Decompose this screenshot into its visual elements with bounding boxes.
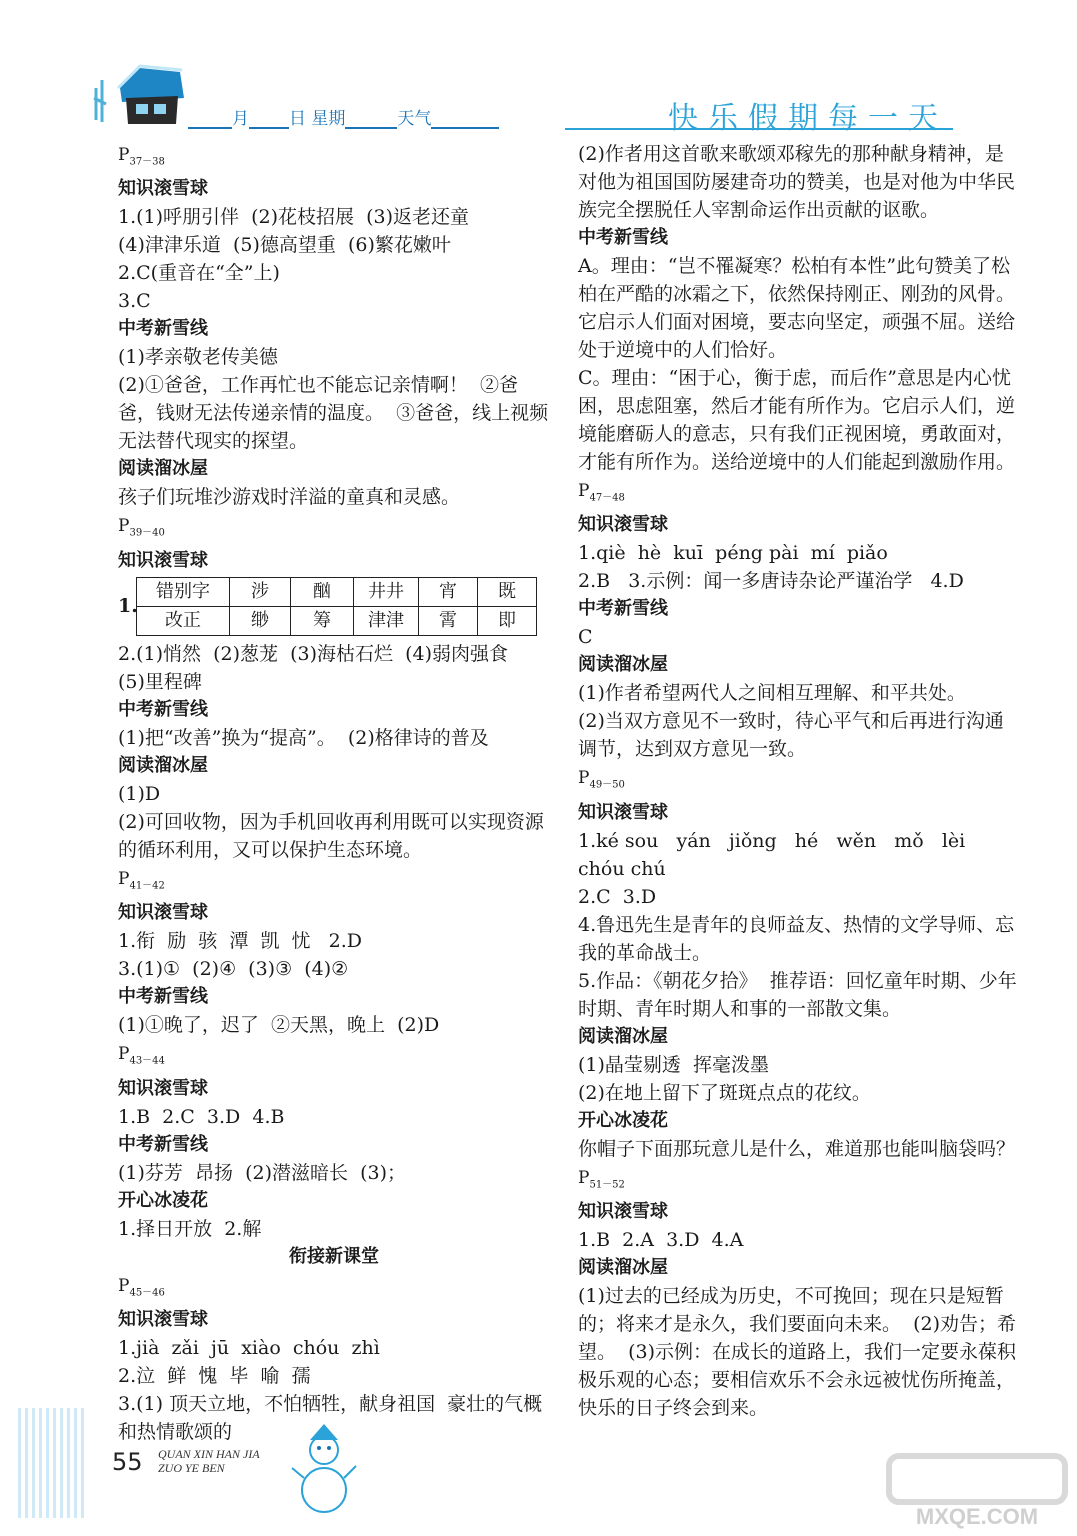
section-heading: 中考新雪线 [578, 227, 668, 248]
page-range-label: $P_{41-42}$ [118, 868, 165, 892]
header-slogan: 快乐假期每一天 [668, 101, 948, 136]
answer-text: 5.作品：《朝花夕拾》 推荐语：回忆童年时期、少年时期、青年时期人和事的一部散文集。 [578, 969, 1017, 1020]
page-range-label: $P_{45-46}$ [118, 1275, 165, 1298]
page-number: 55 [112, 1448, 143, 1476]
section-heading: 中考新雪线 [118, 1133, 208, 1155]
section-heading: 知识滚雪球 [118, 549, 208, 571]
answer-text: (2)作者用这首歌来歌颂邓稼先的那种献身精神，是对他为祖国国防屡建奇功的赞美，也是对他为中华民族完全摆脱任人宰割命运作出贡献的讴歌。 [578, 143, 1016, 221]
answer-text: 2.C(重音在“全”上) [118, 262, 280, 285]
page-range-label: $P_{37-38}$ [118, 145, 165, 168]
answer-text: 你帽子下面那玩意儿是什么，难道那也能叫脑袋吗？ [578, 1137, 1016, 1160]
snowman-icon [290, 1420, 360, 1520]
chapter-heading: 衔接新课堂 [289, 1245, 379, 1267]
answer-text: 1.(1)呼朋引伴 (2)花枝招展 (3)返老还童 [118, 206, 470, 229]
answer-text: (1)作者希望两代人之间相互理解、和平共处。 [578, 682, 966, 705]
date-line: 月 日 星期 天气 [188, 104, 499, 129]
table-cell: 既 [478, 577, 537, 606]
answer-text: 3.(1) 顶天立地，不怕牺牲，献身祖国 豪壮的气概和热情歌颂的 [118, 1392, 543, 1443]
table-cell: 涉 [230, 577, 291, 606]
answer-text: 3.(1)① (2)④ (3)③ (4)② [118, 958, 349, 981]
page-range-label: $P_{43-44}$ [118, 1044, 165, 1067]
answer-text: C。理由：“困于心，衡于虑，而后作”意思是内心忧困，思虑阻塞，然后才能有所作为。它启示人们，逆境能磨砺人的意志，只有我们正视困境，勇敢面对，才能有所作为。送给逆境中的人们能起到激励作用。 [578, 367, 1016, 473]
answer-text: (1)晶莹剔透 挥毫泼墨 [578, 1053, 769, 1076]
header-rule [565, 128, 953, 130]
page-range-label: $P_{39-40}$ [118, 516, 165, 539]
answer-text: 1.ké sou yán jiǒng hé wěn mǒ lèi [578, 829, 966, 852]
answer-text: 3.C [118, 290, 151, 313]
answer-text: (1)过去的已经成为历史，不可挽回；现在只是短暂的；将来才是永久，我们要面向未来。 (2)劝告；希望。 (3)示例：在成长的道路上，我们一定要永葆积极乐观的心态；要相信欢乐不会永远被忧伤所掩盖，快乐的日子终会到来。 [578, 1285, 1016, 1420]
answer-text: 孩子们玩堆沙游戏时洋溢的童真和灵感。 [118, 486, 461, 509]
answer-text: (2)可回收物，因为手机回收再利用既可以实现资源的循环利用，又可以保护生态环境。 [118, 810, 544, 861]
table-cell: 筹 [291, 606, 354, 635]
answer-text: 4.鲁迅先生是青年的良师益友、热情的文学导师、忘我的革命战士。 [578, 913, 1015, 964]
section-heading: 知识滚雪球 [578, 801, 668, 823]
section-heading: 中考新雪线 [118, 986, 208, 1008]
page-range-label: $P_{51-52}$ [578, 1167, 625, 1191]
table-cell: 即 [478, 606, 537, 635]
table-cell: 改正 [137, 606, 230, 635]
answer-text: 2.泣 鲜 愧 毕 喻 孺 [118, 1364, 311, 1387]
section-heading: 知识滚雪球 [578, 514, 668, 536]
left-column [118, 140, 550, 1446]
table-cell: 缈 [230, 606, 291, 635]
answer-text: A。理由：“岂不罹凝寒？松柏有本性”此句赞美了松柏在严酷的冰霜之下，依然保持刚正、刚劲的风骨。它启示人们面对困境，要志向坚定，顽强不屈。送给处于逆境中的人们恰好。 [578, 255, 1016, 361]
answer-text: 2.B 3.示例：闻一多唐诗杂论严谨治学 4.D [578, 570, 964, 593]
watermark-logo [885, 1452, 1070, 1532]
answer-text: C [578, 626, 593, 649]
brand-text: QUAN XIN HAN JIA ZUO YE BEN [158, 1447, 260, 1475]
answer-text: 1.B 2.C 3.D 4.B [118, 1105, 285, 1128]
answer-text: (1)①晚了，迟了 ②天黑，晚上 (2)D [118, 1014, 440, 1037]
section-heading: 中考新雪线 [578, 598, 668, 620]
section-heading: 阅读溜冰屋 [118, 458, 208, 480]
section-heading: 阅读溜冰屋 [578, 654, 668, 676]
section-heading: 知识滚雪球 [578, 1201, 668, 1223]
page-range-label: $P_{49-50}$ [578, 768, 625, 791]
section-heading: 知识滚雪球 [118, 178, 208, 200]
answer-text: 1.择日开放 2.解 [118, 1217, 262, 1240]
section-heading: 开心冰凌花 [578, 1109, 668, 1131]
section-heading: 开心冰凌花 [118, 1189, 208, 1211]
section-heading: 阅读溜冰屋 [578, 1025, 668, 1047]
section-heading: 知识滚雪球 [118, 1308, 208, 1330]
table-cell: 宵 [419, 577, 478, 606]
section-heading: 阅读溜冰屋 [578, 1257, 668, 1279]
question-number: 1. [118, 595, 138, 618]
table-cell: 津津 [354, 606, 419, 635]
table-row [137, 606, 537, 635]
correction-table [136, 577, 537, 636]
section-heading: 知识滚雪球 [118, 902, 208, 924]
answer-text: (1)芬芳 昂扬 (2)潜滋暗长 (3)； [118, 1161, 406, 1184]
table-cell: 错别字 [137, 577, 230, 606]
answer-text: 2.(1)悄然 (2)葱茏 (3)海枯石烂 (4)弱肉强食 [118, 642, 509, 665]
section-heading: 阅读溜冰屋 [118, 754, 208, 776]
answer-text: 1.qiè hè kuī péng pài mí piǎo [578, 542, 888, 565]
answer-text: 1.B 2.A 3.D 4.A [578, 1229, 744, 1252]
answer-text: (2)在地上留下了斑斑点点的花纹。 [578, 1081, 871, 1104]
svg-text:MXQE.COM: MXQE.COM [915, 1504, 1039, 1529]
table-row [137, 577, 537, 606]
answer-text: (4)津津乐道 (5)德高望重 (6)繁花嫩叶 [118, 234, 451, 257]
section-heading: 中考新雪线 [118, 318, 208, 340]
answer-text: (5)里程碑 [118, 670, 202, 693]
table-cell: 酗 [291, 577, 354, 606]
table-cell: 霄 [419, 606, 478, 635]
section-heading: 知识滚雪球 [118, 1077, 208, 1099]
footer-stripe [18, 1408, 88, 1518]
answer-text: (2)①爸爸，工作再忙也不能忘记亲情啊！ ②爸爸，钱财无法传递亲情的温度。 ③爸爸，线上视频无法替代现实的探望。 [118, 374, 549, 453]
answer-text: (1)把“改善”换为“提高”。 (2)格律诗的普及 [118, 726, 489, 749]
answer-text: 2.C 3.D [578, 885, 657, 908]
answer-text: 1.jià zǎi jū xiào chóu zhì [118, 1336, 380, 1359]
section-heading: 中考新雪线 [118, 698, 208, 720]
answer-text: (1)孝亲敬老传美德 [118, 346, 278, 369]
answer-text: chóu chú [578, 857, 666, 880]
snow-house-icon [92, 58, 192, 128]
answer-text: 1.衔 励 骇 潭 凯 忧 2.D [118, 930, 363, 953]
table-cell: 井井 [354, 577, 419, 606]
right-column [578, 140, 1018, 1422]
page-range-label: $P_{47-48}$ [578, 481, 625, 504]
answer-text: (1)D [118, 782, 161, 805]
correction-table-block [118, 577, 550, 636]
answer-text: (2)当双方意见不一致时，待心平气和后再进行沟通调节，达到双方意见一致。 [578, 710, 1004, 761]
